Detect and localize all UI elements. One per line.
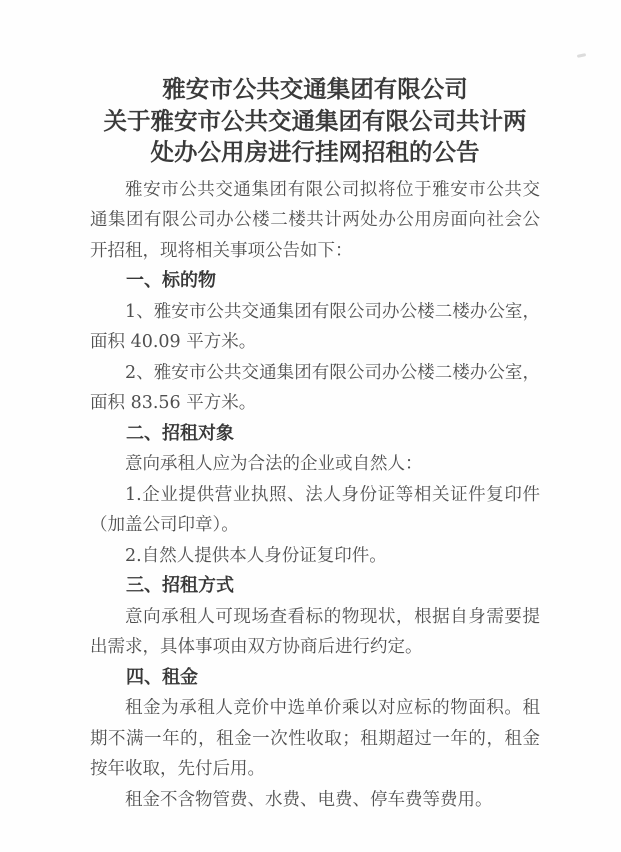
title-line-1: 雅安市公共交通集团有限公司: [162, 75, 468, 103]
title-line-2: 关于雅安市公共交通集团有限公司共计两: [103, 106, 527, 135]
body-paragraph: 1.企业提供营业执照、法人身份证等相关证件复印件（加盖公司印章）。: [90, 484, 540, 535]
announcement-document: [90, 74, 540, 815]
body-paragraph: 租金不含物管费、水费、电费、停车费等费用。: [125, 789, 493, 810]
body-paragraph: 意向承租人应为合法的企业或自然人：: [125, 454, 423, 474]
document-title: [90, 74, 540, 169]
body-paragraph: 雅安市公共交通集团有限公司拟将位于雅安市公共交通集团有限公司办公楼二楼共计两处办公用房面向社会公开招租，现将相关事项公告如下：: [90, 179, 540, 261]
section-heading: 三、招租方式: [126, 575, 234, 596]
section-heading: 四、租金: [126, 666, 198, 688]
section-heading: 二、招租对象: [126, 422, 234, 444]
body-paragraph: 2、雅安市公共交通集团有限公司办公楼二楼办公室，面积 83.56 平方米。: [90, 362, 540, 413]
body-paragraph: 意向承租人可现场查看标的物现状，根据自身需要提出需求，具体事项由双方协商后进行约定。: [90, 606, 540, 657]
scan-smudge-artifact: [577, 53, 586, 58]
body-paragraph: 租金为承租人竞价中选单价乘以对应标的物面积。租期不满一年的，租金一次性收取；租期超过一年的，租金按年收取，先付后用。: [90, 698, 540, 779]
title-line-3: 处办公用房进行挂网招租的公告: [150, 138, 480, 166]
section-heading: 一、标的物: [126, 270, 216, 291]
document-body: [90, 175, 540, 816]
body-paragraph: 1、雅安市公共交通集团有限公司办公楼二楼办公室，面积 40.09 平方米。: [90, 301, 540, 352]
body-paragraph: 2.自然人提供本人身份证复印件。: [125, 545, 387, 566]
